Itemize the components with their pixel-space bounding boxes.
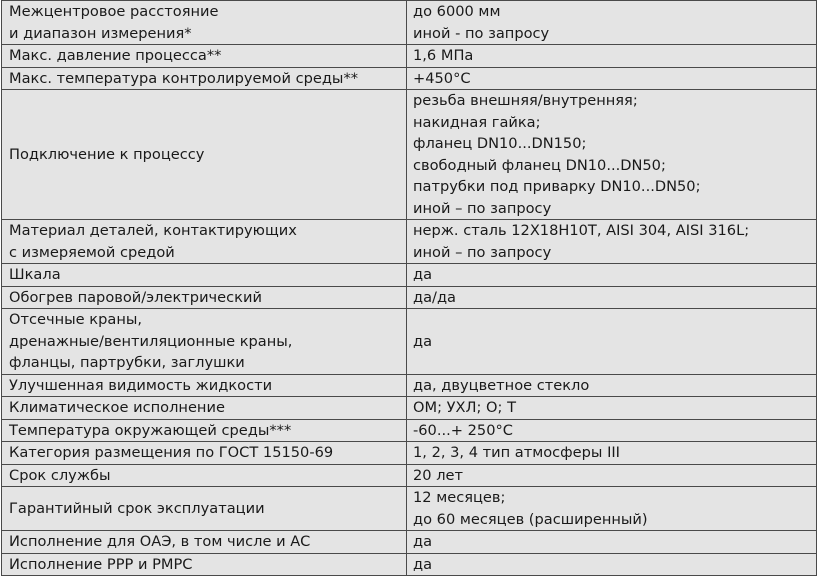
value-text: да, двуцветное стекло [413, 376, 590, 394]
value-cell [407, 374, 817, 397]
value-cell [407, 487, 817, 531]
value-cell [407, 220, 817, 264]
value-text: фланец DN10...DN150; [413, 135, 587, 152]
value-cell [407, 309, 817, 375]
parameter-cell [2, 419, 407, 442]
table-row [2, 45, 817, 68]
parameter-text: Температура окружающей среды*** [9, 421, 292, 439]
parameter-text: Срок службы [9, 466, 111, 484]
value-text: 1, 2, 3, 4 тип атмосферы III [413, 444, 620, 461]
parameter-text: фланцы, партрубки, заглушки [9, 354, 245, 371]
parameter-text: Гарантийный срок эксплуатации [9, 499, 265, 517]
parameter-cell [2, 309, 407, 375]
parameter-cell [2, 67, 407, 90]
value-text: 1,6 МПа [413, 47, 474, 64]
table-row [2, 531, 817, 554]
table-row [2, 442, 817, 465]
parameter-text: с измеряемой средой [9, 243, 175, 261]
parameter-text: Подключение к процессу [9, 145, 205, 163]
value-text: да [413, 332, 433, 350]
value-text: да [413, 266, 433, 283]
value-text: 20 лет [413, 466, 464, 484]
value-cell [407, 90, 817, 220]
parameter-cell [2, 374, 407, 397]
parameter-text: Отсечные краны, [9, 311, 143, 328]
parameter-text: Климатическое исполнение [9, 399, 225, 416]
value-cell [407, 45, 817, 68]
value-text: да [413, 555, 433, 573]
parameter-text: Категория размещения по ГОСТ 15150-69 [9, 444, 334, 461]
value-text: накидная гайка; [413, 113, 541, 131]
value-text: -60...+ 250°С [413, 421, 513, 439]
parameter-cell [2, 220, 407, 264]
parameter-text: Макс. давление процесса** [9, 47, 222, 64]
value-cell [407, 464, 817, 487]
value-cell [407, 531, 817, 554]
value-text: иной – по запросу [413, 243, 552, 261]
value-text: +450°С [413, 69, 471, 87]
table-row [2, 309, 817, 375]
parameter-cell [2, 1, 407, 45]
value-cell [407, 1, 817, 45]
parameter-cell [2, 442, 407, 465]
value-cell [407, 286, 817, 309]
table-row [2, 419, 817, 442]
parameter-text: Макс. температура контролируемой среды** [9, 69, 359, 87]
value-text: резьба внешняя/внутренняя; [413, 92, 638, 109]
value-text: до 6000 мм [413, 3, 501, 20]
value-text: патрубки под приварку DN10...DN50; [413, 178, 701, 195]
parameter-cell [2, 45, 407, 68]
table-row [2, 374, 817, 397]
table-row [2, 220, 817, 264]
parameter-text: Обогрев паровой/электрический [9, 288, 262, 306]
value-text: да [413, 533, 433, 550]
parameter-text: Исполнение для ОАЭ, в том числе и АС [9, 533, 311, 550]
parameter-text: дренажные/вентиляционные краны, [9, 332, 293, 350]
parameter-cell [2, 464, 407, 487]
value-text: нерж. сталь 12Х18Н10Т, AISI 304, AISI 316L; [413, 222, 750, 239]
table-row [2, 464, 817, 487]
value-text: 12 месяцев; [413, 489, 506, 506]
parameter-cell [2, 90, 407, 220]
parameter-cell [2, 264, 407, 287]
value-cell [407, 553, 817, 576]
parameter-text: Шкала [9, 266, 61, 283]
parameter-text: Материал деталей, контактирующих [9, 222, 297, 239]
value-text: ОМ; УХЛ; О; Т [413, 399, 517, 416]
parameter-cell [2, 286, 407, 309]
value-text: свободный фланец DN10...DN50; [413, 156, 666, 174]
parameter-cell [2, 487, 407, 531]
value-cell [407, 442, 817, 465]
parameter-cell [2, 531, 407, 554]
value-cell [407, 419, 817, 442]
table-row [2, 487, 817, 531]
value-cell [407, 264, 817, 287]
value-cell [407, 67, 817, 90]
value-text: да/да [413, 288, 456, 306]
parameter-cell [2, 397, 407, 420]
specifications-table [1, 0, 817, 576]
specifications-table-body [2, 1, 817, 576]
table-row [2, 264, 817, 287]
table-row [2, 1, 817, 45]
table-row [2, 286, 817, 309]
table-row [2, 90, 817, 220]
value-text: иной – по запросу [413, 199, 552, 217]
parameter-cell [2, 553, 407, 576]
table-row [2, 553, 817, 576]
value-cell [407, 397, 817, 420]
parameter-text: Улучшенная видимость жидкости [9, 376, 273, 394]
table-row [2, 67, 817, 90]
value-text: иной - по запросу [413, 24, 550, 42]
parameter-text: Исполнение РРР и РМРС [9, 555, 193, 573]
parameter-text: и диапазон измерения* [9, 24, 192, 42]
value-text: до 60 месяцев (расширенный) [413, 510, 648, 528]
table-row [2, 397, 817, 420]
parameter-text: Межцентровое расстояние [9, 3, 219, 20]
